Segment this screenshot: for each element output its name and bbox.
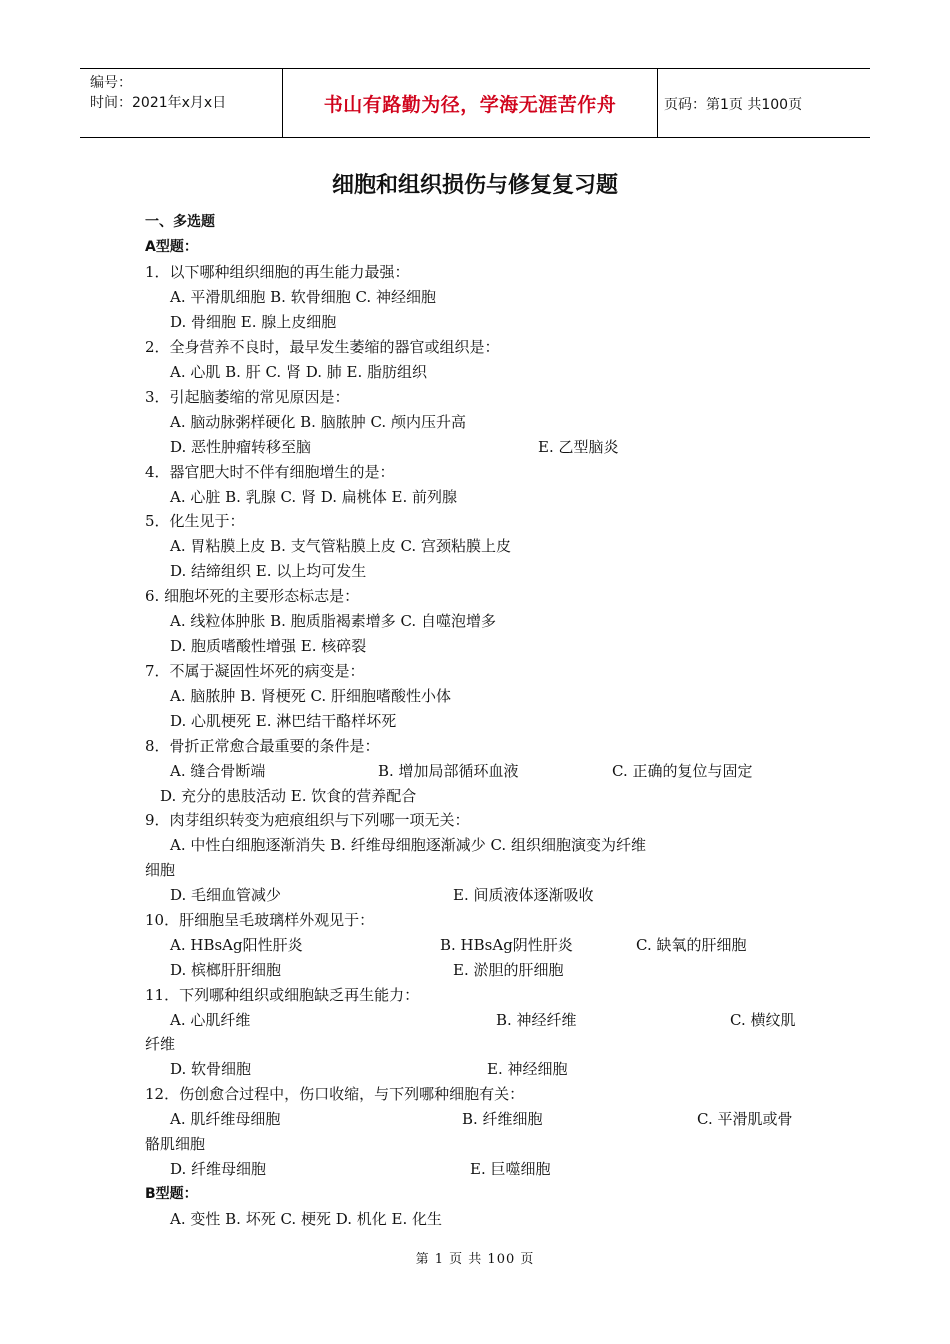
option-line: A. 心脏 B. 乳腺 C. 肾 D. 扁桃体 E. 前列腺: [170, 488, 457, 506]
option-line: A. 脑动脉粥样硬化 B. 脑脓肿 C. 颅内压升高: [170, 413, 466, 431]
option-line: B. HBsAg阴性肝炎: [440, 936, 573, 954]
number-label: 编号：: [90, 75, 132, 91]
option-line: B. 神经纤维: [496, 1011, 577, 1029]
option-line: A. 脑脓肿 B. 肾梗死 C. 肝细胞嗜酸性小体: [170, 687, 451, 705]
time-label: 时间：2021年x月x日: [90, 95, 227, 111]
option-line: D. 软骨细胞: [170, 1060, 252, 1078]
question-line: 3．引起脑萎缩的常见原因是：: [145, 388, 350, 406]
option-continuation: 骼肌细胞: [145, 1135, 206, 1153]
question-line: 10．肝细胞呈毛玻璃样外观见于：: [145, 911, 375, 929]
option-line: C. 平滑肌或骨: [697, 1110, 793, 1128]
option-line: A. 心肌 B. 肝 C. 肾 D. 肺 E. 脂肪组织: [170, 363, 427, 381]
option-line: A. 线粒体肿胀 B. 胞质脂褐素增多 C. 自噬泡增多: [170, 612, 496, 630]
option-line: D. 胞质嗜酸性增强 E. 核碎裂: [170, 637, 367, 655]
option-line: D. 骨细胞 E. 腺上皮细胞: [170, 313, 337, 331]
option-line: A. HBsAg阳性肝炎: [170, 936, 303, 954]
question-line: 4．器官肥大时不伴有细胞增生的是：: [145, 463, 395, 481]
option-line: C. 横纹肌: [730, 1011, 796, 1029]
page-header: [80, 68, 870, 138]
type-a-heading: A型题：: [145, 239, 198, 255]
header-motto: 书山有路勤为径，学海无涯苦作舟: [282, 69, 658, 137]
type-b-heading: B型题：: [145, 1186, 198, 1202]
option-line: C. 缺氧的肝细胞: [636, 936, 747, 954]
question-line: 9．肉芽组织转变为疤痕组织与下列哪一项无关：: [145, 811, 470, 829]
option-line: C. 正确的复位与固定: [612, 762, 753, 780]
question-line: 11．下列哪种组织或细胞缺乏再生能力：: [145, 986, 420, 1004]
question-line: 2．全身营养不良时，最早发生萎缩的器官或组织是：: [145, 338, 500, 356]
page-footer: 第 1 页 共 100 页: [415, 1252, 535, 1267]
option-line: E. 间质液体逐渐吸收: [453, 886, 594, 904]
option-line: E. 巨噬细胞: [470, 1160, 551, 1178]
header-page-info: 页码：第1页 共100页: [664, 97, 803, 113]
page-title: 细胞和组织损伤与修复复习题: [331, 173, 618, 198]
option-line: E. 淤胆的肝细胞: [453, 961, 564, 979]
option-continuation: 纤维: [145, 1035, 176, 1053]
option-line: B. 增加局部循环血液: [378, 762, 519, 780]
question-line: 7．不属于凝固性坏死的病变是：: [145, 662, 365, 680]
option-line: A. 平滑肌细胞 B. 软骨细胞 C. 神经细胞: [170, 288, 436, 306]
option-line: E. 乙型脑炎: [538, 438, 619, 456]
option-line: A. 变性 B. 坏死 C. 梗死 D. 机化 E. 化生: [170, 1210, 442, 1228]
header-meta: [90, 73, 226, 113]
option-line: D. 毛细血管减少: [170, 886, 282, 904]
question-line: 1．以下哪种组织细胞的再生能力最强：: [145, 263, 410, 281]
option-line: A. 心肌纤维: [170, 1011, 251, 1029]
option-line: D. 充分的患肢活动 E. 饮食的营养配合: [160, 787, 417, 805]
question-line: 8．骨折正常愈合最重要的条件是：: [145, 737, 380, 755]
option-line: A. 胃粘膜上皮 B. 支气管粘膜上皮 C. 宫颈粘膜上皮: [170, 537, 511, 555]
option-line: D. 槟榔肝肝细胞: [170, 961, 282, 979]
question-line: 5．化生见于：: [145, 512, 245, 530]
option-line: E. 神经细胞: [487, 1060, 568, 1078]
option-line: D. 结缔组织 E. 以上均可发生: [170, 562, 367, 580]
option-line: A. 肌纤维母细胞: [170, 1110, 281, 1128]
option-line: D. 心肌梗死 E. 淋巴结干酪样坏死: [170, 712, 397, 730]
option-line: A. 中性白细胞逐渐消失 B. 纤维母细胞逐渐减少 C. 组织细胞演变为纤维: [170, 836, 646, 854]
option-line: D. 纤维母细胞: [170, 1160, 267, 1178]
option-line: B. 纤维细胞: [462, 1110, 543, 1128]
question-line: 12．伤创愈合过程中，伤口收缩，与下列哪种细胞有关：: [145, 1085, 525, 1103]
option-line: D. 恶性肿瘤转移至脑: [170, 438, 312, 456]
question-line: 6. 细胞坏死的主要形态标志是：: [145, 587, 360, 605]
section-heading: 一、多选题: [145, 214, 215, 230]
option-continuation: 细胞: [145, 861, 176, 879]
option-line: A. 缝合骨断端: [170, 762, 266, 780]
